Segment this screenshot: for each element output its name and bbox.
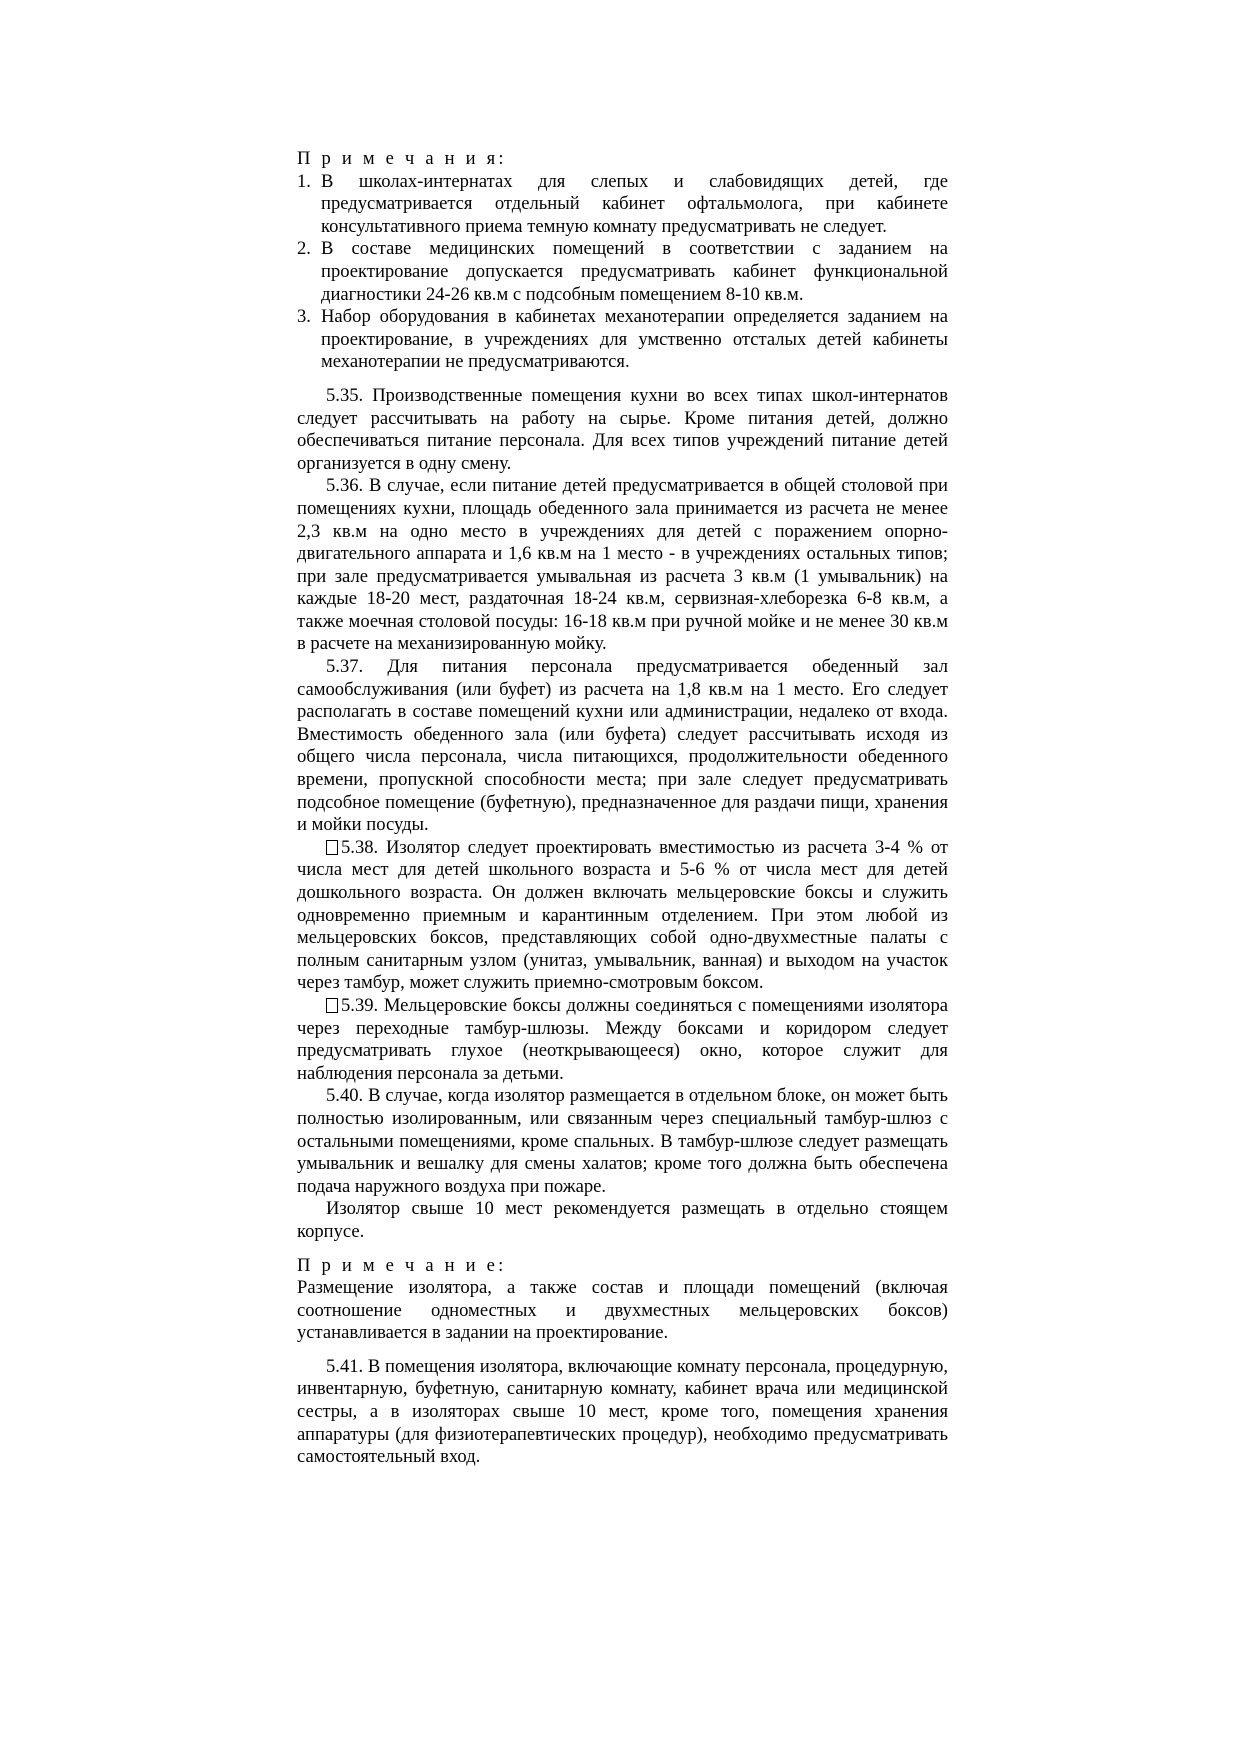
paragraph-5-35: 5.35. Производственные помещения кухни во всех типах школ-интернатов следует рассчитывать на работу на сырье. Кроме питания детей, должно обеспечиваться питание персонала. Для всех типов учреждений питание детей организуется в одну смену. bbox=[297, 384, 948, 474]
spacer bbox=[297, 374, 948, 385]
missing-glyph-icon bbox=[326, 840, 338, 855]
note-item bbox=[297, 171, 948, 239]
paragraph-isolator: Изолятор свыше 10 мест рекомендуется размещать в отдельно стоящем корпусе. bbox=[297, 1198, 948, 1242]
note-heading: П р и м е ч а н и е: bbox=[297, 1254, 507, 1276]
spacer bbox=[297, 1244, 948, 1255]
note-text-bottom: Размещение изолятора, а также состав и площади помещений (включая соотношение одноместных и двухместных мельцеровских боксов) устанавливается в задании на проектирование. bbox=[297, 1277, 948, 1344]
notes-heading: П р и м е ч а н и я: bbox=[297, 148, 507, 169]
paragraph-5-37: 5.37. Для питания персонала предусматривается обеденный зал самообслуживания (или буфет) из расчета на 1,8 кв.м на 1 место. Его следует располагать в составе помещений кухни или администрации, недалеко от входа. Вместимость обеденного зала (или буфета) следует рассчитывать исходя из общего числа персонала, числа питающихся, продолжительности обеденного времени, пропускной способности места; при зале следует предусматривать подсобное помещение (буфетную), предназначенное для раздачи пищи, хранения и мойки посуды. bbox=[297, 656, 948, 836]
paragraph-5-40: 5.40. В случае, когда изолятор размещается в отдельном блоке, он может быть полностью изолированным, или связанным через специальный тамбур-шлюз с остальными помещениями, кроме спальных. В тамбур-шлюзе следует размещать умывальник и вешалку для смены халатов; кроме того должна быть обеспечена подача наружного воздуха при пожаре. bbox=[297, 1085, 948, 1197]
document-body bbox=[297, 148, 948, 1469]
note-item bbox=[297, 238, 948, 306]
notes-list bbox=[297, 171, 948, 374]
paragraph-5-39 bbox=[297, 995, 948, 1085]
note-text: В составе медицинских помещений в соответствии с заданием на проектирование допускается предусматривать кабинет функциональной диагностики 24-26 кв.м с подсобным помещением 8-10 кв.м. bbox=[321, 238, 948, 305]
paragraph-5-38 bbox=[297, 837, 948, 995]
note-text: Набор оборудования в кабинетах механотерапии определяется заданием на проектирование, в учреждениях для умственно отсталых детей кабинеты механотерапии не предусматриваются. bbox=[321, 306, 948, 373]
spacer bbox=[297, 1345, 948, 1356]
note-text: В школах-интернатах для слепых и слабовидящих детей, где предусматривается отдельный кабинет офтальмолога, при кабинете консультативного приема темную комнату предусматривать не следует. bbox=[321, 170, 948, 237]
missing-glyph-icon bbox=[326, 998, 338, 1013]
note-item bbox=[297, 306, 948, 374]
paragraph-5-39-text: 5.39. Мельцеровские боксы должны соединяться с помещениями изолятора через переходные тамбур-шлюзы. Между боксами и коридором следует предусматривать глухое (неоткрывающееся) окно, которое служит для наблюдения персонала за детьми. bbox=[297, 994, 948, 1084]
paragraph-5-36: 5.36. В случае, если питание детей предусматривается в общей столовой при помещениях кухни, площадь обеденного зала принимается из расчета не менее 2,3 кв.м на одно место в учреждениях для детей с поражением опорно-двигательного аппарата и 1,6 кв.м на 1 место - в учреждениях остальных типов; при зале предусматривается умывальная из расчета 3 кв.м (1 умывальник) на каждые 18-20 мест, раздаточная 18-24 кв.м, сервизная-хлеборезка 6-8 кв.м, а также моечная столовой посуды: 16-18 кв.м при ручной мойке и не менее 30 кв.м в расчете на механизированную мойку. bbox=[297, 475, 948, 655]
paragraph-5-38-text: 5.38. Изолятор следует проектировать вместимостью из расчета 3-4 % от числа мест для детей школьного возраста и 5-6 % от числа мест для детей дошкольного возраста. Он должен включать мельцеровские боксы и служить одновременно приемным и карантинным отделением. При этом любой из мельцеровских боксов, представляющих собой одно-двухместные палаты с полным санитарным узлом (унитаз, умывальник, ванная) и выходом на участок через тамбур, может служить приемно-смотровым боксом. bbox=[297, 836, 948, 994]
note-number: 1. bbox=[297, 170, 311, 192]
note-number: 2. bbox=[297, 238, 311, 260]
note-number: 3. bbox=[297, 306, 311, 328]
paragraph-5-41: 5.41. В помещения изолятора, включающие комнату персонала, процедурную, инвентарную, буфетную, санитарную комнату, кабинет врача или медицинской сестры, а в изоляторах свыше 10 мест, кроме того, помещения хранения аппаратуры (для физиотерапевтических процедур), необходимо предусматривать самостоятельный вход. bbox=[297, 1355, 948, 1468]
